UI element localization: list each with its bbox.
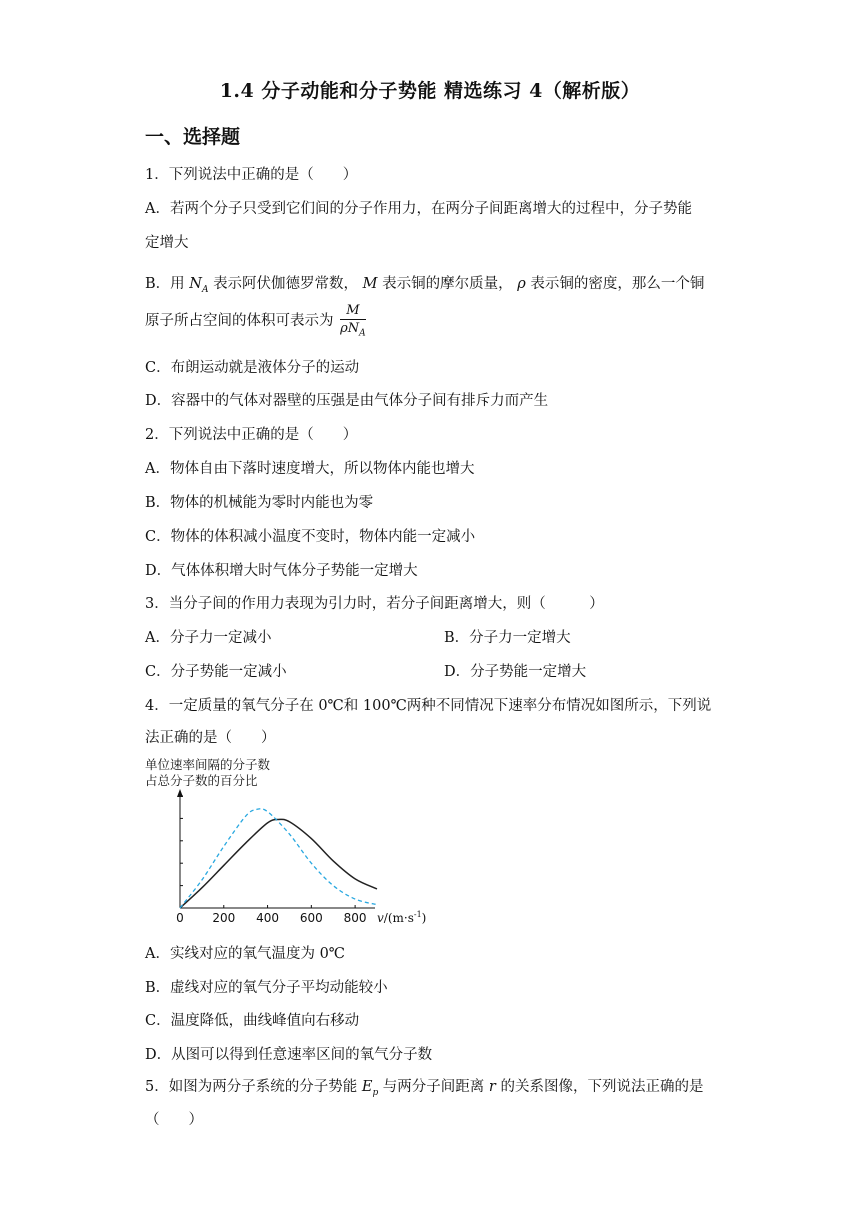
chart-series (180, 809, 377, 908)
question-1-option-c: C．布朗运动就是液体分子的运动 (145, 360, 360, 376)
section-heading: 一、选择题 (145, 126, 241, 148)
x-tick-label: 200 (212, 911, 236, 925)
question-1-stem: 1．下列说法中正确的是（ ） (145, 167, 358, 183)
option-b-prefix: B．用 (145, 276, 185, 292)
question-4-option-b: B．虚线对应的氧气分子平均动能较小 (145, 980, 388, 996)
document-title: 1.4 分子动能和分子势能 精选练习 4（解析版） (219, 80, 641, 102)
option-b-text-1: 表示阿伏伽德罗常数， (213, 276, 359, 292)
density-symbol: ρ (517, 276, 526, 292)
question-1-option-b-line1 (145, 272, 704, 295)
option-b-text-2: 表示铜的摩尔质量， (382, 276, 513, 292)
question-1-option-a-line1: A．若两个分子只受到它们间的分子作用力，在两分子间距离增大的过程中，分子势能 (145, 201, 692, 217)
option-b-text-3: 表示铜的密度，那么一个铜 (530, 276, 705, 292)
chart-ylabel-line1: 单位速率间隔的分子数 (145, 757, 271, 772)
x-tick-label: 600 (299, 911, 323, 925)
x-tick-label: 800 (343, 911, 367, 925)
question-2-option-c: C．物体的体积减小温度不变时，物体内能一定减小 (145, 529, 476, 545)
question-2-stem: 2．下列说法中正确的是（ ） (145, 427, 358, 443)
volume-fraction: $\frac{M}{\rho N_A}$ (340, 303, 366, 339)
chart-xlabel: $v/(m\cdot s^{-1})$ (377, 910, 427, 925)
option-b-text-4: 原子所占空间的体积可表示为 (145, 312, 334, 329)
x-tick-label: 400 (256, 911, 280, 925)
avogadro-symbol: $N_A$ (189, 276, 209, 295)
question-3-option-b: B．分子力一定增大 (444, 630, 571, 646)
question-2-option-d: D．气体体积增大时气体分子势能一定增大 (145, 563, 418, 579)
chart-ylabel-line2: 占总分子数的百分比 (145, 773, 258, 788)
dashed-curve (180, 809, 377, 908)
question-1-option-d: D．容器中的气体对器壁的压强是由气体分子间有排斥力而产生 (145, 393, 549, 409)
question-3-option-d: D．分子势能一定增大 (444, 664, 587, 680)
question-4-option-a: A．实线对应的氧气温度为 0℃ (145, 946, 346, 962)
question-1-option-b-line2 (145, 303, 366, 339)
question-4-stem-line1: 4．一定质量的氧气分子在 0℃和 100℃两种不同情况下速率分布情况如图所示，下列说 (145, 698, 712, 714)
molar-mass-symbol: M (362, 276, 378, 292)
x-tick-label: 0 (176, 911, 184, 925)
question-5-stem-line2: （ ） (145, 1112, 203, 1128)
question-2-option-b: B．物体的机械能为零时内能也为零 (145, 495, 374, 511)
question-4-stem-line2: 法正确的是（ ） (145, 730, 276, 746)
q5-text-1: 5．如图为两分子系统的分子势能 (145, 1079, 362, 1095)
speed-distribution-chart (145, 756, 445, 932)
question-1-option-a-line2: 定增大 (145, 235, 189, 251)
question-3-option-c: C．分子势能一定减小 (145, 664, 287, 680)
q5-text-3: 的关系图像，下列说法正确的是 (495, 1079, 704, 1095)
q5-text-2: 与两分子间距离 (378, 1079, 489, 1095)
question-4-option-c: C．温度降低，曲线峰值向右移动 (145, 1013, 360, 1029)
question-3-stem: 3．当分子间的作用力表现为引力时，若分子间距离增大，则（ ） (145, 596, 604, 612)
distance-symbol: r (488, 1079, 496, 1095)
question-4-option-d: D．从图可以得到任意速率区间的氧气分子数 (145, 1047, 433, 1063)
question-3-option-a: A．分子力一定减小 (145, 630, 272, 646)
question-2-option-a: A．物体自由下落时速度增大，所以物体内能也增大 (145, 461, 475, 477)
question-5-stem-line1 (145, 1075, 703, 1098)
potential-energy-symbol: $E_p$ (361, 1079, 379, 1098)
